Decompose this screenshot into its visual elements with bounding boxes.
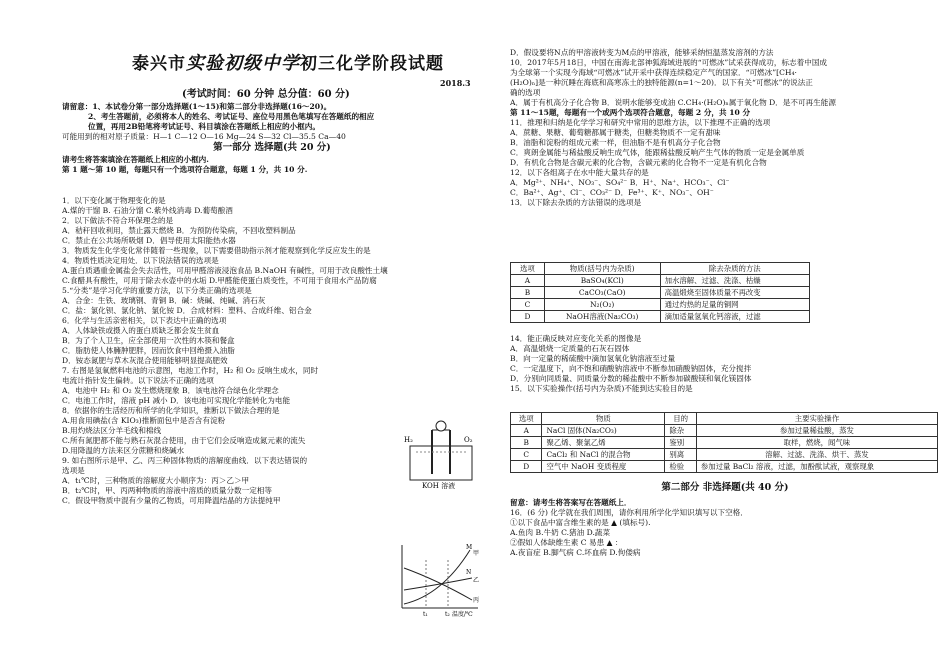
fuel-cell-figure <box>402 420 482 490</box>
question-line: 8．依据你的生活经历和所学的化学知识，推断以下做法合理的是 <box>62 406 280 416</box>
table-cell: 检验 <box>665 461 696 473</box>
curve-jia-label: 甲 <box>473 550 480 557</box>
h2-label: H₂ <box>404 436 413 444</box>
table15 <box>510 412 938 473</box>
table-header-row <box>511 263 810 275</box>
table-cell: 别离 <box>665 449 696 461</box>
part2-note: 留意：请考生将答案写在答题纸上． <box>510 497 632 507</box>
question-line: A.用食用碘盐(含 KIO₃)推断面包中是否含有淀粉 <box>62 416 226 426</box>
table-header: 主要实验操作 <box>696 413 937 425</box>
part1-title: 第一部分 选择题(共 20 分) <box>213 142 331 154</box>
question-line: 确的选项 <box>510 88 541 98</box>
table-cell: 滴加适量氢氧化钙溶液，过滤 <box>660 311 809 323</box>
solubility-figure <box>392 540 482 620</box>
question-line: A.夜盲症 B.脚气病 C.坏血病 D.佝偻病 <box>510 547 641 557</box>
table-cell: 鉴别 <box>665 437 696 449</box>
koh-label: KOH 溶液 <box>422 482 456 490</box>
question-line: C.所有氮肥都不能与熟石灰混合使用，由于它们会反响造成氮元素的流失 <box>62 436 306 446</box>
question-line: 12．以下各组离子在水中能大量共存的是 <box>510 168 649 178</box>
question-line: B．油脂和淀粉的组成元素一样，但油脂不是有机高分子化合物 <box>510 138 721 148</box>
part2-questions <box>510 508 940 558</box>
table-header: 除去杂质的方法 <box>660 263 809 275</box>
question-line: D.用降温的方法来区分蔗糖和烧碱水 <box>62 446 185 456</box>
exam-subtitle: (考试时间：60 分钟 总分值：60 分) <box>182 89 350 100</box>
right-column <box>510 0 940 658</box>
question-line: A．蔗糖、果糖、葡萄糖都属于糖类，但糖类物质不一定有甜味 <box>510 128 721 138</box>
table-row <box>511 311 810 323</box>
table-header: 物质 <box>542 413 665 425</box>
point-m-label: M <box>466 544 473 551</box>
question-line: B.用灼烧法区分羊毛线和棉线 <box>62 426 162 436</box>
table-cell: 取样，燃烧，闻气味 <box>696 437 937 449</box>
question-line: B．向一定量的稀硫酸中滴加氢氧化钠溶液至过量 <box>510 354 676 364</box>
table-cell: 加水溶解、过滤、洗涤、枯燥 <box>660 275 809 287</box>
question-line: C.食醋具有酸性，可用于除去水壶中的水垢 D.甲醛能使蛋白质变性，不可用于食用水产品防腐 <box>62 276 377 286</box>
table-cell: D <box>511 311 545 323</box>
curve-yi <box>404 578 472 590</box>
note-line: 2、考生答题前，必须将本人的姓名、考试证号、座位号用黑色笔填写在答题纸的相应 <box>88 112 375 122</box>
question-line: 7. 右图是氢氧燃料电池的示意图，电池工作时，H₂ 和 O₂ 反响生成水，同时 <box>62 366 319 376</box>
table-header: 选项 <box>511 413 542 425</box>
question-line: A.鱼肉 B.牛奶 C.猪油 D.蔬菜 <box>510 527 611 537</box>
question-line: 4．物质性质决定用处．以下说法错误的选项是 <box>62 256 219 266</box>
table-row <box>511 425 938 437</box>
exam-date: 2018.3 <box>440 78 471 88</box>
table-cell: 聚乙烯、聚氯乙烯 <box>542 437 665 449</box>
table-row <box>511 275 810 287</box>
question-line: 电流计指针发生偏转。以下说法不正确的选项 <box>62 376 214 386</box>
table13 <box>510 262 810 323</box>
left-column <box>62 0 482 658</box>
notes-block <box>62 102 482 175</box>
question-line: A．合金：生铁、玻璃钢、青铜 B．碱：烧碱、纯碱、消石灰 <box>62 296 266 306</box>
curve-jia <box>404 550 470 604</box>
question-line: 10．2017年5月18日，中国在南海北部神狐海域进展的“可燃冰”试采获得成功，标志着中国成 <box>510 58 828 68</box>
table-row <box>511 461 938 473</box>
table-row <box>511 287 810 299</box>
question-line: 2．以下做法不符合环保理念的是 <box>62 216 174 226</box>
question-line: C．脂肪使人体臃肿肥胖，因而饮食中回绝摄入油脂 <box>62 346 235 356</box>
page-title <box>132 52 444 76</box>
question-line: A.蛋白质遇重金属盐会失去活性，可用甲醛溶液浸泡食品 B.NaOH 有碱性，可用于改良酸性土壤 <box>62 266 388 276</box>
table-cell: C <box>511 449 542 461</box>
question-line: C．禁止在公共场所吸烟 D．倡导使用太阳能热水器 <box>62 236 236 246</box>
table-cell: 通过灼热的足量的铜网 <box>660 299 809 311</box>
question-line: A．Mg²⁺、NH₄⁺、NO₃⁻、SO₄²⁻ B．H⁺、Na⁺、HCO₃⁻、Cl⁻ <box>510 178 730 188</box>
question-line: C．Ba²⁺、Ag⁺、Cl⁻、CO₃²⁻ D．Fe³⁺、K⁺、NO₃⁻、OH⁻ <box>510 188 714 198</box>
question-line: 13．以下除去杂质的方法错误的选项是 <box>510 198 642 208</box>
title-prefix: 泰兴市 <box>132 54 186 74</box>
question-line: A．t₁℃时，三种物质的溶解度大小顺序为：丙＞乙＞甲 <box>62 476 250 486</box>
table-cell: A <box>511 275 545 287</box>
question-line: 为全球第一个实现今海域“可燃冰”试开采中获得连续稳定产气的国家．“可燃冰”[CH₄· <box>510 68 797 78</box>
question-line: 3．物质发生化学变化常伴随着一些现象，以下需要借助指示剂才能观察到化学反应发生的是 <box>62 246 371 256</box>
table-cell: 溶解、过滤、洗涤、烘干、蒸发 <box>696 449 937 461</box>
question-line: C．电池工作时，溶液 pH 减小 D．该电池可实现化学能转化为电能 <box>62 396 291 406</box>
title-school: 实验初级中学 <box>186 53 300 74</box>
question-line: A．高温煅烧一定质量的石灰石固体 <box>510 344 630 354</box>
table-cell: B <box>511 437 542 449</box>
table-cell: D <box>511 461 542 473</box>
question-line: 11．推理和归纳是化学学习和研究中常用的思维方法，以下推理不正确的选项 <box>510 118 771 128</box>
table-header-row <box>511 413 938 425</box>
question-line: 5.“分类”是学习化学的重要方法，以下分类正确的选项是 <box>62 286 252 296</box>
right-top-questions <box>510 48 940 208</box>
question-line: A.煤的干馏 B. 石油分馏 C.紫外线消毒 D.葡萄酿酒 <box>62 206 233 216</box>
table-row <box>511 449 938 461</box>
question-line: A．人体缺铁或摄入的蛋白质缺乏都会发生贫血 <box>62 326 220 336</box>
question-line: 1．以下变化属于物理变化的是 <box>62 196 166 205</box>
question-line: B．为了个人卫生，应全部使用一次性的木筷和餐盒 <box>62 336 235 346</box>
table-cell: N₂(O₂) <box>544 299 660 311</box>
question-line: 9. 如右图所示是甲、乙、丙三种固体物质的溶解度曲线．以下表达错误的 <box>62 456 308 466</box>
part2-title: 第二部分 非选择题(共 40 分) <box>661 482 789 493</box>
question-line: 选项是 <box>62 466 85 476</box>
question-line: D．分别向同质量、同质量分数的稀盐酸中不断参加碳酸镁和氧化镁固体 <box>510 374 752 384</box>
question-line: ①以下食品中富含维生素的是 ▲ (填标号). <box>510 517 651 527</box>
question-line: ②假如人体缺维生素 C 易患 ▲ ： <box>510 537 623 547</box>
table-cell: NaOH溶液(Na₂CO₃) <box>544 311 660 323</box>
table-cell: CaCO₃(CaO) <box>544 287 660 299</box>
note-line: 请留意：1、本试卷分第一部分选择题(1～15)和第二部分非选择题(16～20)。 <box>62 102 332 111</box>
right-mid-questions <box>510 334 940 394</box>
curve-bing-label: 丙 <box>473 597 480 604</box>
question-line: C．爽朗金属能与稀盐酸反响生成气体，能跟稀盐酸反响产生气体的物质一定是金属单质 <box>510 148 805 158</box>
note-line: 位置，再用2B铅笔将考试证号、科目填涂在答题纸上相应的小框内。 <box>88 122 320 132</box>
part2-block <box>510 482 940 558</box>
question-line: 6．化学与生活亲密相关，以下表达中正确的选项 <box>62 316 227 326</box>
table-cell: C <box>511 299 545 311</box>
question-line: D．有机化合物是含碳元素的化合物，含碳元素的化合物不一定是有机化合物 <box>510 158 767 168</box>
question-line: D．假设要将N点的甲溶液转变为M点的甲溶液，能够采纳恒温蒸发溶剂的方法 <box>510 48 774 57</box>
x-axis-label: 温度/℃ <box>452 611 473 618</box>
question-line: C．盐：氯化钡、氯化钠、氯化铵 D．合成材料：塑料、合成纤维、铝合金 <box>62 306 312 316</box>
table-cell: 除杂 <box>665 425 696 437</box>
table-row <box>511 299 810 311</box>
table-row <box>511 437 938 449</box>
table-cell: 参加过量稀盐酸，蒸发 <box>696 425 937 437</box>
question-line: A．秸秆回收利用，禁止露天燃烧 B．为预防传染病，不回收塑料制品 <box>62 226 296 236</box>
table-cell: NaCl 固体(Na₂CO₃) <box>542 425 665 437</box>
table13-wrap <box>510 262 940 323</box>
table-header: 选项 <box>511 263 545 275</box>
table-cell: 空气中 NaOH 变质程度 <box>542 461 665 473</box>
question-line: C．一定温度下，向不饱和硝酸钠溶液中不断参加硝酸钠固体，充分搅拌 <box>510 364 752 374</box>
question-line: 第 11～15题，每题有一个或两个选项符合题意，每题 2 分，共 10 分 <box>510 108 751 118</box>
question-line: A．属于有机高分子化合物 B．说明水能够变成油 C.CH₄·(H₂O)ₙ属于氧化物 D．是不可再生能源 <box>510 98 836 108</box>
curve-yi-label: 乙 <box>473 577 480 584</box>
question-line: (H₂O)ₙ]是一种沉睡在海底和高寒冻土的独特能源(n=1～20)．以下有关“可燃冰”的说法正 <box>510 78 813 88</box>
part1-note: 请考生将答案填涂在答题纸上相应的小框内. <box>62 154 209 164</box>
title-suffix: 初三化学阶段试题 <box>300 54 444 74</box>
t2-label: t₂ <box>445 611 450 618</box>
o2-label: O₂ <box>464 436 473 444</box>
question-line: A．电池中 H₂ 和 O₂ 发生燃烧现象 B．该电池符合绿色化学理念 <box>62 386 279 396</box>
question-line: 15．以下实验操作(括号内为杂质)不能到达实验目的是 <box>510 384 693 394</box>
table-cell: 参加过量 BaCl₂ 溶液，过滤，加酚酞试液，观察现象 <box>696 461 937 473</box>
question-line: 16．(6 分) 化学就在我们周围，请你利用所学化学知识填写以下空格． <box>510 507 748 517</box>
table-cell: 高温煅烧至固体质量不再改变 <box>660 287 809 299</box>
table-cell: A <box>511 425 542 437</box>
table-header: 物质(括号内为杂质) <box>544 263 660 275</box>
question-line: C．假设甲物质中混有少量的乙物质，可用降温结晶的方法提纯甲 <box>62 496 281 506</box>
t1-label: t₁ <box>423 611 428 618</box>
table-cell: B <box>511 287 545 299</box>
part1-intro: 第 1 题～第 10 题，每题只有一个选项符合题意，每题 1 分，共 10 分. <box>62 164 308 174</box>
point-n-label: N <box>466 569 472 576</box>
question-line: 14．能正确反映对应变化关系的图像是 <box>510 334 642 343</box>
question-line: B．t₂℃时，甲、丙两种物质的溶液中溶质的质量分数一定相等 <box>62 486 273 496</box>
question-line: D．铵态氮肥与草木灰混合使用能够明显提高肥效 <box>62 356 228 366</box>
table15-wrap <box>510 412 940 473</box>
table-header: 目的 <box>665 413 696 425</box>
table-cell: BaSO₄(KCl) <box>544 275 660 287</box>
table-cell: CaCl₂ 和 NaCl 的混合物 <box>542 449 665 461</box>
note-line: 可能用到的相对原子质量：H—1 C—12 O—16 Mg—24 S—32 Cl—35.5 Ca—40 <box>62 132 346 142</box>
